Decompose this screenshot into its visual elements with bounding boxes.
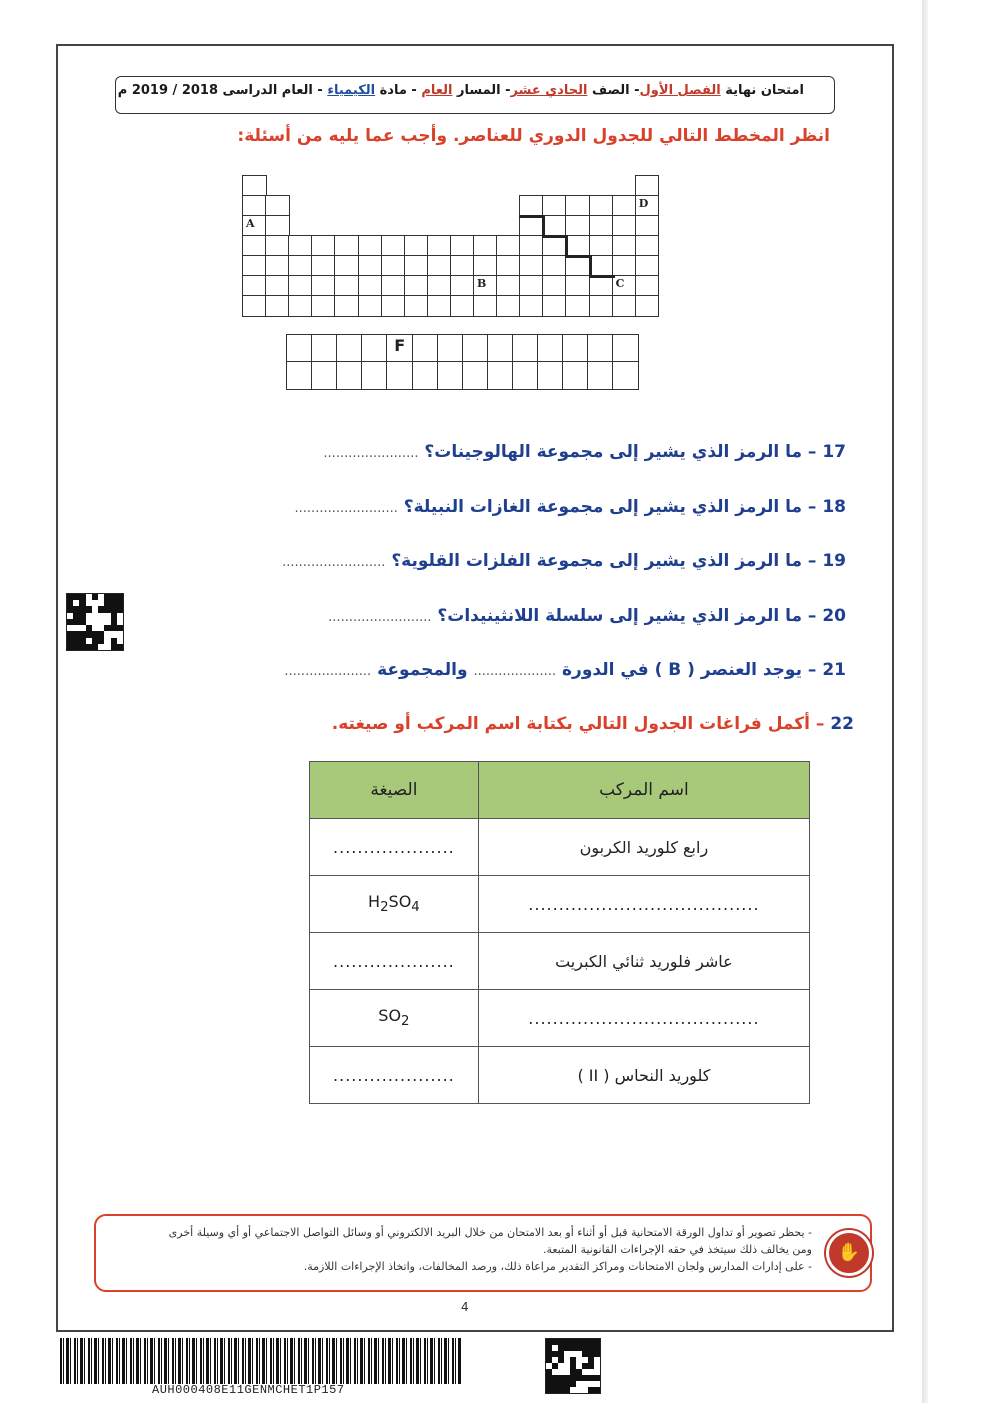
formula-blank[interactable]: .................... xyxy=(310,1047,479,1104)
f-block-cell xyxy=(412,334,439,363)
pt-cell xyxy=(589,295,614,317)
pt-cell xyxy=(635,235,660,257)
periodic-table-diagram xyxy=(242,175,658,315)
pt-cell xyxy=(519,255,544,277)
question-17 xyxy=(323,442,846,462)
pt-cell xyxy=(404,275,429,297)
question-21 xyxy=(284,660,846,680)
answer-blank[interactable]: ......................... xyxy=(328,610,432,625)
header-part: - مادة xyxy=(375,83,422,98)
pt-cell xyxy=(381,275,406,297)
compound-name-blank[interactable]: ...................................... xyxy=(478,876,809,933)
barcode-text: AUH000408E11GENMCHET1P157 xyxy=(152,1383,345,1397)
f-block-cell xyxy=(336,361,363,390)
group-blank[interactable]: ..................... xyxy=(284,664,372,679)
pt-cell xyxy=(565,215,590,237)
pt-cell xyxy=(635,215,660,237)
formula-subscript: 2 xyxy=(380,900,389,916)
f-block-cell xyxy=(562,334,589,363)
f-block-cell xyxy=(437,334,464,363)
pt-cell xyxy=(450,255,475,277)
pt-cell xyxy=(612,215,637,237)
question-number: 22 xyxy=(830,714,854,734)
pt-cell xyxy=(589,275,614,297)
pt-cell xyxy=(242,235,267,257)
pt-cell xyxy=(334,235,359,257)
pt-cell xyxy=(542,255,567,277)
pt-cell xyxy=(404,235,429,257)
period-blank[interactable]: .................... xyxy=(473,664,557,679)
pt-cell xyxy=(612,255,637,277)
pt-cell xyxy=(635,275,660,297)
pt-cell xyxy=(565,295,590,317)
f-block-cell xyxy=(487,361,514,390)
f-block-cell xyxy=(336,334,363,363)
instruction-text: انظر المخطط التالي للجدول الدوري للعناصر. وأجب عما يليه من أسئلة: xyxy=(237,126,830,146)
pt-cell xyxy=(242,255,267,277)
header-subject: الكيمياء xyxy=(327,83,376,98)
header-part: - العام الدراسى xyxy=(218,83,328,98)
pt-cell xyxy=(358,235,383,257)
pt-cell xyxy=(334,295,359,317)
pt-cell xyxy=(565,275,590,297)
pt-cell-F: F xyxy=(386,334,413,363)
pt-cell xyxy=(496,295,521,317)
question-number: 21 xyxy=(822,660,846,680)
question-18 xyxy=(295,497,846,517)
question-text: – ما الرمز الذي يشير إلى مجموعة الفلزات القلوية؟ xyxy=(391,551,817,571)
barcode xyxy=(60,1338,462,1384)
header-grade: الحادي عشر xyxy=(510,83,588,98)
f-block-cell xyxy=(286,334,313,363)
answer-blank[interactable]: ......................... xyxy=(294,501,398,516)
pt-cell xyxy=(565,195,590,217)
header-part: امتحان نهاية xyxy=(720,83,804,98)
pt-cell xyxy=(311,255,336,277)
f-block-cell xyxy=(437,361,464,390)
formula-cell xyxy=(310,876,479,933)
question-text: – ما الرمز الذي يشير إلى مجموعة الهالوجينات؟ xyxy=(424,442,817,462)
formula-part: H xyxy=(368,892,381,912)
pt-cell xyxy=(450,275,475,297)
pt-cell xyxy=(612,295,637,317)
pt-cell xyxy=(542,215,567,237)
qr-module xyxy=(594,1387,600,1393)
question-22 xyxy=(332,714,854,734)
question-number: 17 xyxy=(822,442,846,462)
pt-cell xyxy=(311,235,336,257)
pt-cell xyxy=(242,195,267,217)
pt-cell xyxy=(519,295,544,317)
f-block-cell xyxy=(462,361,489,390)
pt-cell xyxy=(334,255,359,277)
compound-name-cell: عاشر فلوريد ثنائي الكبريت xyxy=(478,933,809,990)
pt-cell xyxy=(404,295,429,317)
pt-cell xyxy=(242,295,267,317)
f-block-cell xyxy=(386,361,413,390)
stop-hand-icon: ✋ xyxy=(826,1230,872,1276)
pt-cell xyxy=(612,235,637,257)
table-row xyxy=(310,876,810,933)
pt-cell xyxy=(265,295,290,317)
pt-cell xyxy=(427,295,452,317)
pt-cell xyxy=(589,255,614,277)
header-compound-name: اسم المركب xyxy=(478,762,809,819)
f-block-cell xyxy=(587,334,614,363)
formula-part: SO xyxy=(378,1006,402,1026)
metalloid-line xyxy=(589,275,615,278)
pt-cell-C: C xyxy=(612,275,637,297)
pt-cell xyxy=(450,295,475,317)
qr-code-bottom xyxy=(545,1338,601,1394)
formula-blank[interactable]: .................... xyxy=(310,933,479,990)
question-text: – ما الرمز الذي يشير إلى سلسلة اللانثينيدات؟ xyxy=(437,606,817,626)
question-text-group: والمجموعة xyxy=(377,660,468,680)
pt-cell xyxy=(404,255,429,277)
pt-cell xyxy=(473,255,498,277)
header-semester: الفصل الأول xyxy=(639,83,721,98)
answer-blank[interactable]: ......................... xyxy=(282,555,386,570)
header-part: - الصف xyxy=(587,83,640,98)
f-block-cell xyxy=(562,361,589,390)
table-header-row xyxy=(310,762,810,819)
pt-cell xyxy=(311,295,336,317)
compound-name-cell: رابع كلوريد الكربون xyxy=(478,819,809,876)
pt-cell xyxy=(334,275,359,297)
f-block-cell xyxy=(612,334,639,363)
pt-cell xyxy=(635,175,660,197)
pt-cell-A: A xyxy=(242,215,267,237)
f-block-cell xyxy=(487,334,514,363)
pt-cell xyxy=(265,255,290,277)
answer-blank[interactable]: ....................... xyxy=(323,446,419,461)
f-block-cell xyxy=(537,361,564,390)
pt-cell xyxy=(542,195,567,217)
compound-name-cell: كلوريد النحاس ( II ) xyxy=(478,1047,809,1104)
question-number: 18 xyxy=(822,497,846,517)
f-block-cell xyxy=(361,361,388,390)
pt-cell xyxy=(265,215,290,237)
pt-cell xyxy=(265,235,290,257)
header-part: - المسار xyxy=(452,83,511,98)
formula-cell xyxy=(310,990,479,1047)
pt-cell xyxy=(427,275,452,297)
question-text: – أكمل فراغات الجدول التالي بكتابة اسم المركب أو صيغته. xyxy=(331,714,825,734)
pt-cell xyxy=(265,275,290,297)
pt-cell xyxy=(473,235,498,257)
pt-cell xyxy=(519,235,544,257)
page-number: 4 xyxy=(461,1300,469,1314)
pt-cell xyxy=(519,195,544,217)
pt-cell-B: B xyxy=(473,275,498,297)
question-number: 20 xyxy=(822,606,846,626)
question-text: – ما الرمز الذي يشير إلى مجموعة الغازات النبيلة؟ xyxy=(403,497,817,517)
pt-cell xyxy=(242,275,267,297)
pt-cell xyxy=(473,295,498,317)
f-block-cell xyxy=(286,361,313,390)
pt-cell xyxy=(358,255,383,277)
formula-subscript: 2 xyxy=(401,1014,410,1030)
pt-cell xyxy=(381,235,406,257)
compound-table xyxy=(309,761,810,1104)
f-block-cell xyxy=(537,334,564,363)
f-block-cell xyxy=(612,361,639,390)
pt-cell xyxy=(288,295,313,317)
f-block-diagram xyxy=(286,334,638,388)
scan-edge xyxy=(922,0,928,1403)
pt-cell xyxy=(635,255,660,277)
pt-cell xyxy=(612,195,637,217)
table-row xyxy=(310,933,810,990)
warning-notice xyxy=(94,1214,872,1292)
pt-cell xyxy=(450,235,475,257)
f-block-cell xyxy=(512,334,539,363)
question-20 xyxy=(328,606,846,626)
header-year: 2018 / 2019 xyxy=(131,83,219,98)
pt-cell xyxy=(265,195,290,217)
question-number: 19 xyxy=(822,551,846,571)
pt-cell xyxy=(311,275,336,297)
f-block-cell xyxy=(311,361,338,390)
pt-cell xyxy=(519,215,544,237)
warning-line: ومن يخالف ذلك سيتخذ في حقه الإجراءات القانونية المتبعة. xyxy=(542,1243,812,1256)
pt-cell xyxy=(589,235,614,257)
qr-code-left xyxy=(66,593,124,651)
pt-cell xyxy=(496,255,521,277)
compound-name-blank[interactable]: ...................................... xyxy=(478,990,809,1047)
f-block-cell xyxy=(311,334,338,363)
f-block-cell xyxy=(412,361,439,390)
pt-cell xyxy=(565,235,590,257)
pt-cell xyxy=(519,275,544,297)
pt-cell xyxy=(427,235,452,257)
pt-cell xyxy=(288,235,313,257)
pt-cell xyxy=(242,175,267,197)
pt-cell-D: D xyxy=(635,195,660,217)
pt-cell xyxy=(635,295,660,317)
pt-cell xyxy=(427,255,452,277)
formula-subscript: 4 xyxy=(411,900,420,916)
pt-cell xyxy=(542,235,567,257)
pt-cell xyxy=(288,275,313,297)
pt-cell xyxy=(589,195,614,217)
f-block-cell xyxy=(512,361,539,390)
pt-cell xyxy=(542,275,567,297)
formula-blank[interactable]: .................... xyxy=(310,819,479,876)
pt-cell xyxy=(288,255,313,277)
pt-cell xyxy=(496,275,521,297)
f-block-cell xyxy=(361,334,388,363)
pt-cell xyxy=(381,255,406,277)
pt-cell xyxy=(589,215,614,237)
f-block-cell xyxy=(587,361,614,390)
table-row xyxy=(310,1047,810,1104)
table-row xyxy=(310,990,810,1047)
header-formula: الصيغة xyxy=(310,762,479,819)
pt-cell xyxy=(358,275,383,297)
pt-cell xyxy=(358,295,383,317)
qr-module xyxy=(117,644,123,650)
question-text: – يوجد العنصر ( B ) في الدورة xyxy=(562,660,817,680)
formula-part: SO xyxy=(388,892,412,912)
table-row xyxy=(310,819,810,876)
pt-cell xyxy=(381,295,406,317)
header-track: العام xyxy=(421,83,453,98)
pt-cell xyxy=(542,295,567,317)
pt-cell xyxy=(496,235,521,257)
f-block-cell xyxy=(462,334,489,363)
pt-cell xyxy=(565,255,590,277)
exam-header xyxy=(115,76,835,114)
question-19 xyxy=(282,551,846,571)
header-part: م xyxy=(117,83,132,98)
warning-line: - على إدارات المدارس ولجان الامتحانات ومراكز التقدير مراعاة ذلك، ورصد المخالفات، واتخاذ الإجراءات اللازمة. xyxy=(303,1260,812,1273)
warning-line: - يحظر تصوير أو تداول الورقة الامتحانية قبل أو أثناء أو بعد الامتحان من خلال البريد الالكتروني أو وسائل التواصل الاجتماعي أو أي وسيلة أخرى xyxy=(168,1226,812,1239)
